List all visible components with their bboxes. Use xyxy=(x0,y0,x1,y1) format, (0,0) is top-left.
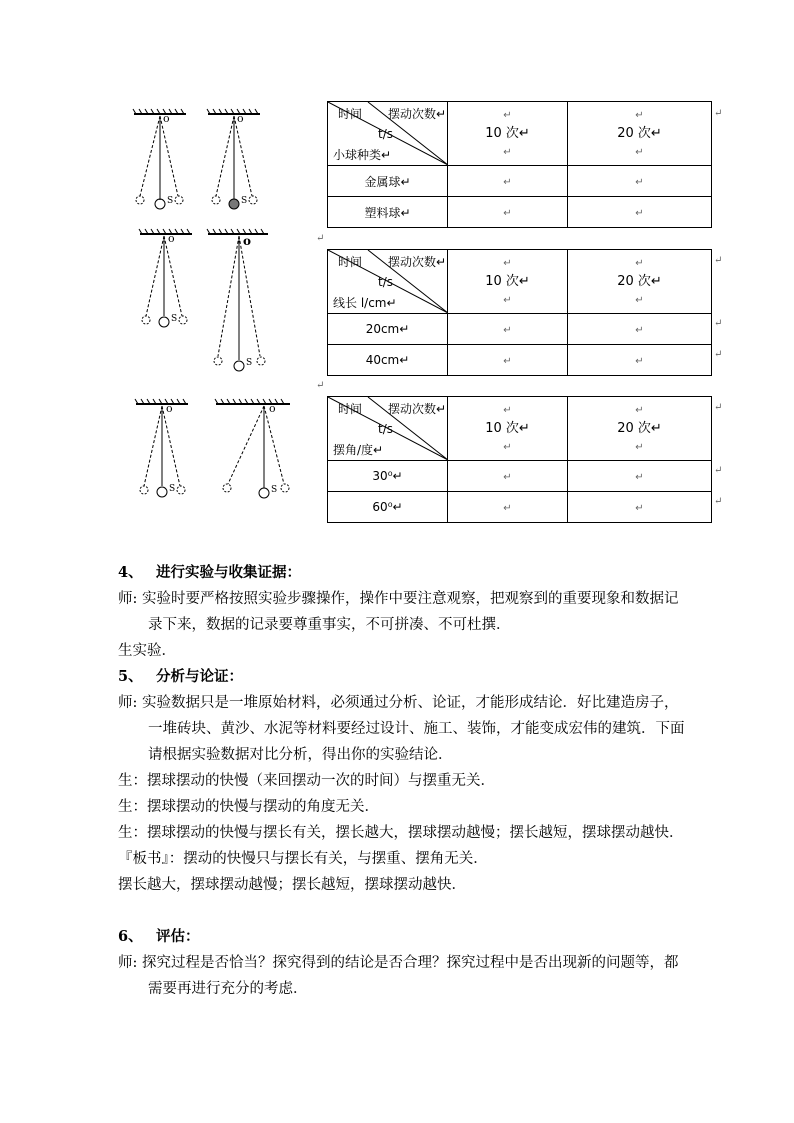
paragraph-mark: ↵ xyxy=(714,496,723,507)
column-header-10: ↵ 10 次↵ ↵ xyxy=(448,250,568,314)
data-table-length xyxy=(327,249,712,376)
data-cell[interactable]: ↵ xyxy=(448,461,568,492)
data-table-angle xyxy=(327,396,712,523)
pivot-mark: o xyxy=(163,112,170,125)
data-cell[interactable]: ↵ xyxy=(448,345,568,376)
paragraph: 『板书』：摆动的快慢只与摆长有关，与摆重、摆角无关． xyxy=(118,851,488,867)
data-cell[interactable]: ↵ xyxy=(568,197,712,228)
paragraph-mark: ↵ xyxy=(316,233,325,244)
header-unit: t/s xyxy=(378,127,393,141)
row-label: 30⁰↵ xyxy=(328,461,448,492)
data-cell[interactable]: ↵ xyxy=(448,492,568,523)
diagonal-header-cell xyxy=(328,102,448,166)
header-row-label: 线长 l/cm↵ xyxy=(333,296,397,310)
paragraph: 生：摆球摆动的快慢与摆动的角度无关． xyxy=(118,799,379,815)
pivot-mark: o xyxy=(168,232,175,245)
paragraph-mark: ↵ xyxy=(714,318,723,329)
ball-mark: S xyxy=(271,485,278,495)
row-label: 塑料球↵ xyxy=(328,197,448,228)
header-count: 摆动次数↵ xyxy=(388,255,447,269)
data-cell[interactable]: ↵ xyxy=(448,197,568,228)
paragraph-mark: ↵ xyxy=(714,255,723,266)
header-row-label: 小球种类↵ xyxy=(333,148,392,162)
paragraph-mark: ↵ xyxy=(714,402,723,413)
header-unit: t/s xyxy=(378,422,393,436)
section-heading-6: 6、 评估： xyxy=(118,928,200,945)
lesson-text xyxy=(118,560,688,1002)
pivot-mark: o xyxy=(243,234,252,248)
paragraph-mark: ↵ xyxy=(316,380,325,391)
ball-mark: S xyxy=(169,484,176,494)
data-cell[interactable]: ↵ xyxy=(568,314,712,345)
ball-mark: S xyxy=(246,358,253,368)
pendulum-figure-mass xyxy=(128,108,268,218)
ball-mark: S xyxy=(167,196,174,206)
pivot-mark: o xyxy=(166,402,173,415)
pendulum-figure-length xyxy=(136,228,276,378)
row-label: 60⁰↵ xyxy=(328,492,448,523)
section-heading-5: 5、 分析与论证： xyxy=(118,668,243,685)
paragraph: 师: 探究过程是否恰当？探究得到的结论是否合理？探究过程中是否出现新的问题等，都需要再进行充分的考虑． xyxy=(118,955,679,997)
paragraph: 生实验． xyxy=(118,643,176,659)
header-time: 时间 xyxy=(338,255,363,269)
paragraph: 师: 实验时要严格按照实验步骤操作，操作中要注意观察，把观察到的重要现象和数据记录下来，数据的记录要尊重事实，不可拼凑、不可杜撰． xyxy=(118,591,679,633)
ball-mark: S xyxy=(171,314,178,324)
column-header-10: ↵ 10 次↵ ↵ xyxy=(448,102,568,166)
pendulum-figure-angle xyxy=(132,398,292,508)
column-header-20: ↵ 20 次↵ ↵ xyxy=(568,102,712,166)
data-cell[interactable]: ↵ xyxy=(568,166,712,197)
header-count: 摆动次数↵ xyxy=(388,107,447,121)
paragraph-mark: ↵ xyxy=(714,349,723,360)
header-time: 时间 xyxy=(338,107,363,121)
row-label: 40cm↵ xyxy=(328,345,448,376)
pivot-mark: o xyxy=(237,112,244,125)
diagonal-header-cell xyxy=(328,397,448,461)
ball-mark: S xyxy=(241,196,248,206)
column-header-20: ↵ 20 次↵ ↵ xyxy=(568,250,712,314)
paragraph-mark: ↵ xyxy=(714,465,723,476)
header-row-label: 摆角/度↵ xyxy=(333,443,384,457)
pivot-mark: o xyxy=(269,402,276,415)
data-cell[interactable]: ↵ xyxy=(568,492,712,523)
column-header-10: ↵ 10 次↵ ↵ xyxy=(448,397,568,461)
row-label: 金属球↵ xyxy=(328,166,448,197)
paragraph-mark: ↵ xyxy=(714,108,723,119)
paragraph: 生：摆球摆动的快慢（来回摆动一次的时间）与摆重无关． xyxy=(118,773,495,789)
data-cell[interactable]: ↵ xyxy=(448,166,568,197)
section-heading-4: 4、 进行实验与收集证据： xyxy=(118,564,301,581)
paragraph: 生：摆球摆动的快慢与摆长有关，摆长越大，摆球摆动越慢；摆长越短，摆球摆动越快． xyxy=(118,825,684,841)
header-unit: t/s xyxy=(378,275,393,289)
paragraph: 师: 实验数据只是一堆原始材料，必须通过分析、论证，才能形成结论．好比建造房子，一堆砖块、黄沙、水泥等材料要经过设计、施工、装饰，才能变成宏伟的建筑．下面请根据实验数据对比分析，得出你的实验结论． xyxy=(118,695,685,763)
diagonal-header-cell xyxy=(328,250,448,314)
paragraph: 摆长越大，摆球摆动越慢；摆长越短，摆球摆动越快． xyxy=(118,877,466,893)
data-cell[interactable]: ↵ xyxy=(448,314,568,345)
data-cell[interactable]: ↵ xyxy=(568,461,712,492)
header-time: 时间 xyxy=(338,402,363,416)
column-header-20: ↵ 20 次↵ ↵ xyxy=(568,397,712,461)
data-cell[interactable]: ↵ xyxy=(568,345,712,376)
data-table-ball-type xyxy=(327,101,712,228)
header-count: 摆动次数↵ xyxy=(388,402,447,416)
row-label: 20cm↵ xyxy=(328,314,448,345)
